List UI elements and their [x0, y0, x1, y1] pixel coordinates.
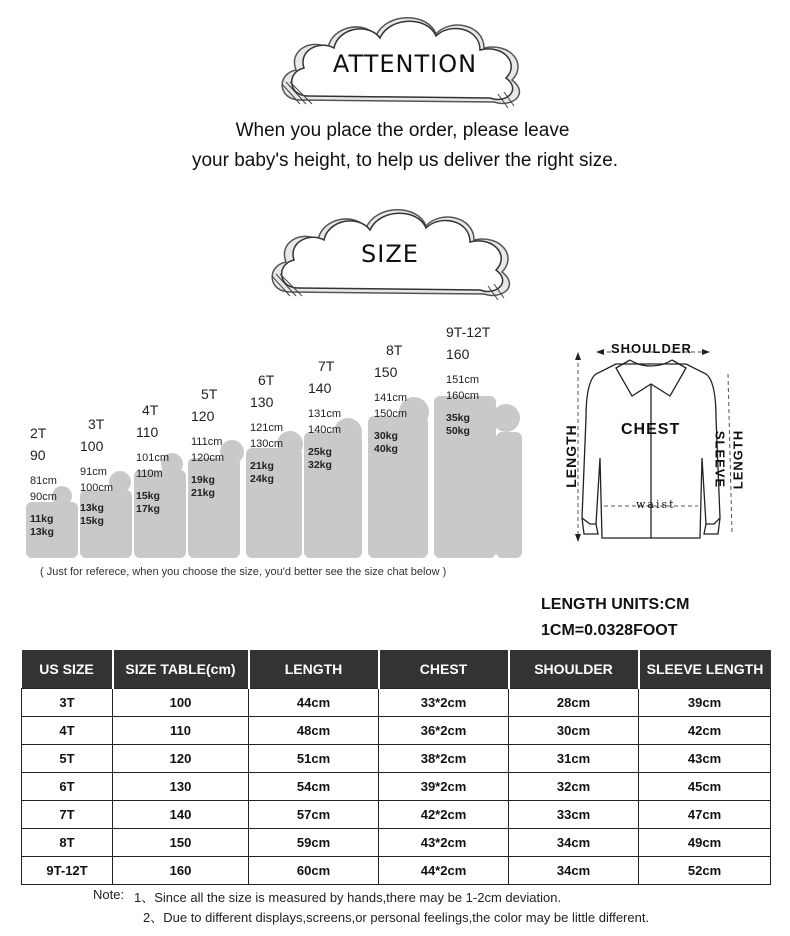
- cell-sleeve-length: 45cm: [639, 773, 771, 801]
- size-guide-4t: [136, 402, 169, 516]
- weight-low: 13kg: [80, 502, 104, 514]
- size-guide-6t: [250, 372, 283, 486]
- height-low: 121cm: [250, 422, 284, 434]
- cell-length: 51cm: [249, 745, 379, 773]
- height-low: 101cm: [136, 452, 170, 464]
- cell-chest: 43*2cm: [379, 829, 509, 857]
- height-high: 90cm: [30, 491, 57, 503]
- cell-sleeve-length: 39cm: [639, 689, 771, 717]
- note-line-2: 2、Due to different displays,screens,or personal feelings,the color may be little different.: [143, 910, 650, 925]
- cell-length: 44cm: [249, 689, 379, 717]
- header-us-size: US SIZE: [22, 650, 113, 689]
- cell-shoulder: 28cm: [509, 689, 639, 717]
- size-cm: 100: [80, 438, 104, 454]
- disclaimer: ( Just for referece, when you choose the size, you'd better see the size chat below ): [40, 566, 447, 578]
- height-low: 81cm: [30, 475, 57, 487]
- cell-shoulder: 34cm: [509, 857, 639, 885]
- cell-chest: 44*2cm: [379, 857, 509, 885]
- cell-shoulder: 32cm: [509, 773, 639, 801]
- cell-length: 59cm: [249, 829, 379, 857]
- size-cm: 130: [250, 394, 274, 410]
- weight-high: 32kg: [308, 459, 332, 471]
- size-cm: 140: [308, 380, 332, 396]
- weight-low: 30kg: [374, 430, 398, 442]
- chest-label: CHEST: [621, 421, 681, 438]
- cell-us-size: 4T: [22, 717, 113, 745]
- table-row: [22, 717, 771, 745]
- size-cm: 90: [30, 447, 46, 463]
- table-row: [22, 773, 771, 801]
- size-guide-3t: [80, 416, 113, 528]
- size-code: 5T: [201, 386, 218, 402]
- shoulder-label: SHOULDER: [611, 341, 692, 356]
- header-length: LENGTH: [249, 650, 379, 689]
- header-sleeve-length: SLEEVE LENGTH: [639, 650, 771, 689]
- sleeve-label-1: SLEEVE: [712, 430, 728, 489]
- note-label: Note:: [93, 887, 125, 902]
- weight-high: 15kg: [80, 515, 104, 527]
- table-row: [22, 829, 771, 857]
- cm-to-foot: 1CM=0.0328FOOT: [541, 622, 678, 639]
- cell-us-size: 7T: [22, 801, 113, 829]
- size-code: 2T: [30, 425, 47, 441]
- size-code: 4T: [142, 402, 159, 418]
- weight-low: 19kg: [191, 474, 215, 486]
- header-chest: CHEST: [379, 650, 509, 689]
- weight-high: 13kg: [30, 526, 54, 538]
- size-cm: 110: [136, 424, 159, 440]
- length-label: LENGTH: [563, 424, 579, 488]
- cell-chest: 42*2cm: [379, 801, 509, 829]
- cell-sleeve-length: 42cm: [639, 717, 771, 745]
- attention-title: ATTENTION: [332, 50, 478, 78]
- weight-low: 21kg: [250, 460, 274, 472]
- size-cm: 120: [191, 408, 215, 424]
- size-guide-8t: [374, 342, 407, 456]
- size-table: [21, 650, 771, 885]
- size-guide-9t-12t: [446, 324, 490, 438]
- weight-low: 15kg: [136, 490, 160, 502]
- cell-chest: 39*2cm: [379, 773, 509, 801]
- cell-chest: 36*2cm: [379, 717, 509, 745]
- cell-length: 57cm: [249, 801, 379, 829]
- size-guide-5t: [191, 386, 224, 500]
- size-guide-7t: [308, 358, 341, 472]
- cell-shoulder: 34cm: [509, 829, 639, 857]
- cell-us-size: 5T: [22, 745, 113, 773]
- size-cm: 150: [374, 364, 398, 380]
- header-shoulder: SHOULDER: [509, 650, 639, 689]
- note-line-1: 1、Since all the size is measured by hands,there may be 1-2cm deviation.: [134, 890, 562, 905]
- table-row: [22, 857, 771, 885]
- cell-chest: 33*2cm: [379, 689, 509, 717]
- height-high: 130cm: [250, 438, 284, 450]
- weight-high: 40kg: [374, 443, 398, 455]
- cell-us-size: 6T: [22, 773, 113, 801]
- size-code: 7T: [318, 358, 335, 374]
- cell-shoulder: 31cm: [509, 745, 639, 773]
- weight-high: 24kg: [250, 473, 274, 485]
- cell-size-table: 150: [113, 829, 249, 857]
- cell-sleeve-length: 52cm: [639, 857, 771, 885]
- height-high: 110m: [136, 468, 163, 480]
- table-row: [22, 801, 771, 829]
- table-header-row: [22, 650, 771, 689]
- cell-shoulder: 30cm: [509, 717, 639, 745]
- table-row: [22, 689, 771, 717]
- size-code: 3T: [88, 416, 105, 432]
- header-size-table: SIZE TABLE(cm): [113, 650, 249, 689]
- cell-length: 48cm: [249, 717, 379, 745]
- height-high: 140cm: [308, 424, 342, 436]
- weight-low: 25kg: [308, 446, 332, 458]
- weight-low: 11kg: [30, 513, 54, 525]
- cell-size-table: 120: [113, 745, 249, 773]
- size-code: 9T-12T: [446, 324, 491, 340]
- cell-sleeve-length: 47cm: [639, 801, 771, 829]
- weight-high: 21kg: [191, 487, 215, 499]
- weight-high: 50kg: [446, 425, 470, 437]
- height-low: 131cm: [308, 408, 342, 420]
- height-high: 160cm: [446, 390, 480, 402]
- length-units: LENGTH UNITS:CM: [541, 596, 690, 613]
- cell-size-table: 140: [113, 801, 249, 829]
- height-high: 120cm: [191, 452, 225, 464]
- weight-high: 17kg: [136, 503, 160, 515]
- height-high: 150cm: [374, 408, 408, 420]
- cell-chest: 38*2cm: [379, 745, 509, 773]
- cell-length: 54cm: [249, 773, 379, 801]
- cell-length: 60cm: [249, 857, 379, 885]
- size-code: 8T: [386, 342, 403, 358]
- cell-shoulder: 33cm: [509, 801, 639, 829]
- size-title: SIZE: [361, 240, 419, 268]
- waist-label: waist: [636, 498, 676, 511]
- cell-us-size: 3T: [22, 689, 113, 717]
- weight-low: 35kg: [446, 412, 470, 424]
- table-row: [22, 745, 771, 773]
- height-low: 91cm: [80, 466, 107, 478]
- sleeve-label-2: LENGTH: [730, 429, 746, 490]
- cell-sleeve-length: 43cm: [639, 745, 771, 773]
- cell-us-size: 9T-12T: [22, 857, 113, 885]
- height-low: 111cm: [191, 436, 223, 448]
- cell-size-table: 100: [113, 689, 249, 717]
- cell-sleeve-length: 49cm: [639, 829, 771, 857]
- cell-us-size: 8T: [22, 829, 113, 857]
- height-low: 141cm: [374, 392, 408, 404]
- size-guide-2t: [30, 425, 57, 539]
- attention-line-1: When you place the order, please leave: [235, 120, 570, 141]
- attention-line-2: your baby's height, to help us deliver the right size.: [191, 150, 619, 171]
- size-code: 6T: [258, 372, 275, 388]
- cell-size-table: 130: [113, 773, 249, 801]
- cell-size-table: 160: [113, 857, 249, 885]
- height-high: 100cm: [80, 482, 114, 494]
- height-low: 151cm: [446, 374, 480, 386]
- cell-size-table: 110: [113, 717, 249, 745]
- size-cm: 160: [446, 346, 470, 362]
